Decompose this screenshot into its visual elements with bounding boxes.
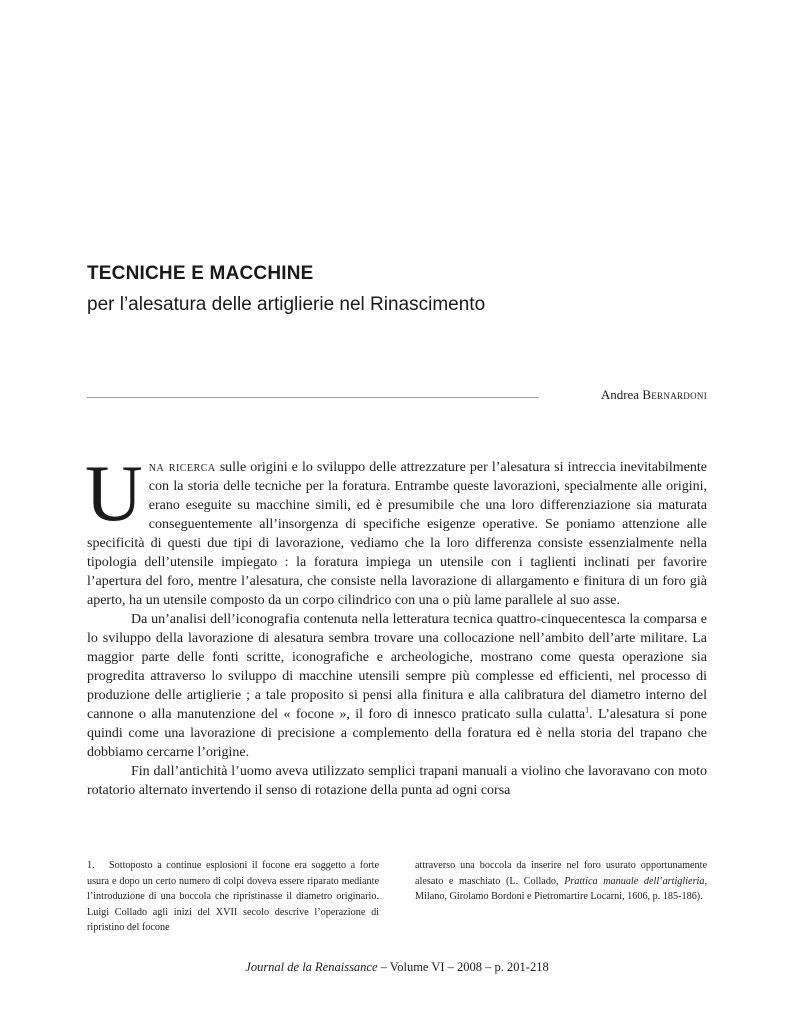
paragraph-1-text: sulle origini e lo sviluppo delle attrezzature per l’alesatura si intreccia inevitabilmente con la storia delle tecniche per la foratura. Entrambe queste lavorazioni, specialmente alle origini, erano eseguite su macchine simili, ed è presumibile che una loro differenziazione sia maturata conseguentemente all’insorgenza di specifiche esigenze operative. Se poniamo attenzione alle specificità di questi due tipi di lavorazione, vediamo che la loro differenza consiste essenzialmente nella tipologia dell’utensile impiegato : la foratura impiega un utensile con i taglienti inclinati per favorire l’apertura del foro, mentre l’alesatura, che consiste nella lavorazione di allargamento e finitura di un foro già aperto, ha un utensile composto da un corpo cilindrico con una o più lame parallele al suo asse. — [87, 460, 707, 608]
drop-cap: U — [85, 450, 143, 538]
author-first-name: Andrea — [600, 387, 640, 402]
paragraph-2-text-a: Da un’analisi dell’iconografia contenuta nella letteratura tecnica quattro-cinquecentesca la comparsa e lo sviluppo della lavorazione di alesatura sembra trovare una collocazione nell’ambito dell’arte militare. La maggior parte delle fonti scritte, iconografiche e archeologiche, mostrano come questa operazione sia progredita attraverso lo sviluppo di macchine utensili sempre più complesse ed efficienti, nel processo di produzione delle artiglierie ; a tale proposito si pensi alla finitura e alla calibratura del diametro interno del cannone o alla manutenzione del « focone », il foro di innesco praticato sulla culatta — [87, 612, 707, 722]
footnotes — [87, 858, 707, 936]
paragraph-2-text-b: . L’alesatura si pone quindi come una lavorazione di precisione a complemento della foratura ed è nella storia del trapano che dobbiamo cercarne l’origine. — [87, 707, 707, 760]
footnote-text-2a: attraverso una boccola da inserire nel foro usurato opportunamente alesato e maschiato (L. Collado, — [415, 860, 707, 887]
lead-in: na ricerca — [148, 460, 216, 475]
author-last-name: Bernardoni — [642, 387, 707, 402]
author-byline — [548, 386, 707, 404]
footnote-text-1: Sottoposto a continue esplosioni il focone era soggetto a forte usura e dopo un certo numero di colpi doveva essere riparato mediante l’introduzione di una boccola che ripristinasse il diametro originario. Luigi Collado agli inizi del XVII secolo descrive l’operazione di ripristino del focone — [87, 860, 379, 933]
journal-footer — [87, 959, 707, 975]
article-subtitle: per l’alesatura delle artiglierie nel Rinascimento — [87, 294, 486, 315]
footnote-number: 1. — [87, 860, 95, 871]
paragraph-2 — [87, 610, 707, 762]
journal-name: Journal de la Renaissance — [245, 960, 378, 974]
footnote-column-2 — [415, 858, 707, 936]
paragraph-3: Fin dall’antichità l’uomo aveva utilizzato semplici trapani manuali a violino che lavoravano con moto rotatorio alternato invertendo il senso di rotazione della punta ad ogni corsa — [87, 764, 707, 798]
header-rule — [87, 397, 539, 398]
journal-details: – Volume VI – 2008 – p. 201-218 — [377, 960, 549, 974]
footnote-column-1 — [87, 858, 379, 936]
footnote-text-2b: , Milano, Girolamo Bordoni e Pietromartire Locarni, 1606, p. 185-186). — [415, 875, 708, 902]
article-title: TECNICHE E MACCHINE — [87, 263, 314, 284]
footnote-ref[interactable]: 1 — [585, 705, 590, 715]
footnote-book-title: Prattica manuale dell’artiglieria — [564, 875, 705, 887]
article-body — [85, 450, 707, 800]
paragraph-1 — [85, 450, 707, 610]
